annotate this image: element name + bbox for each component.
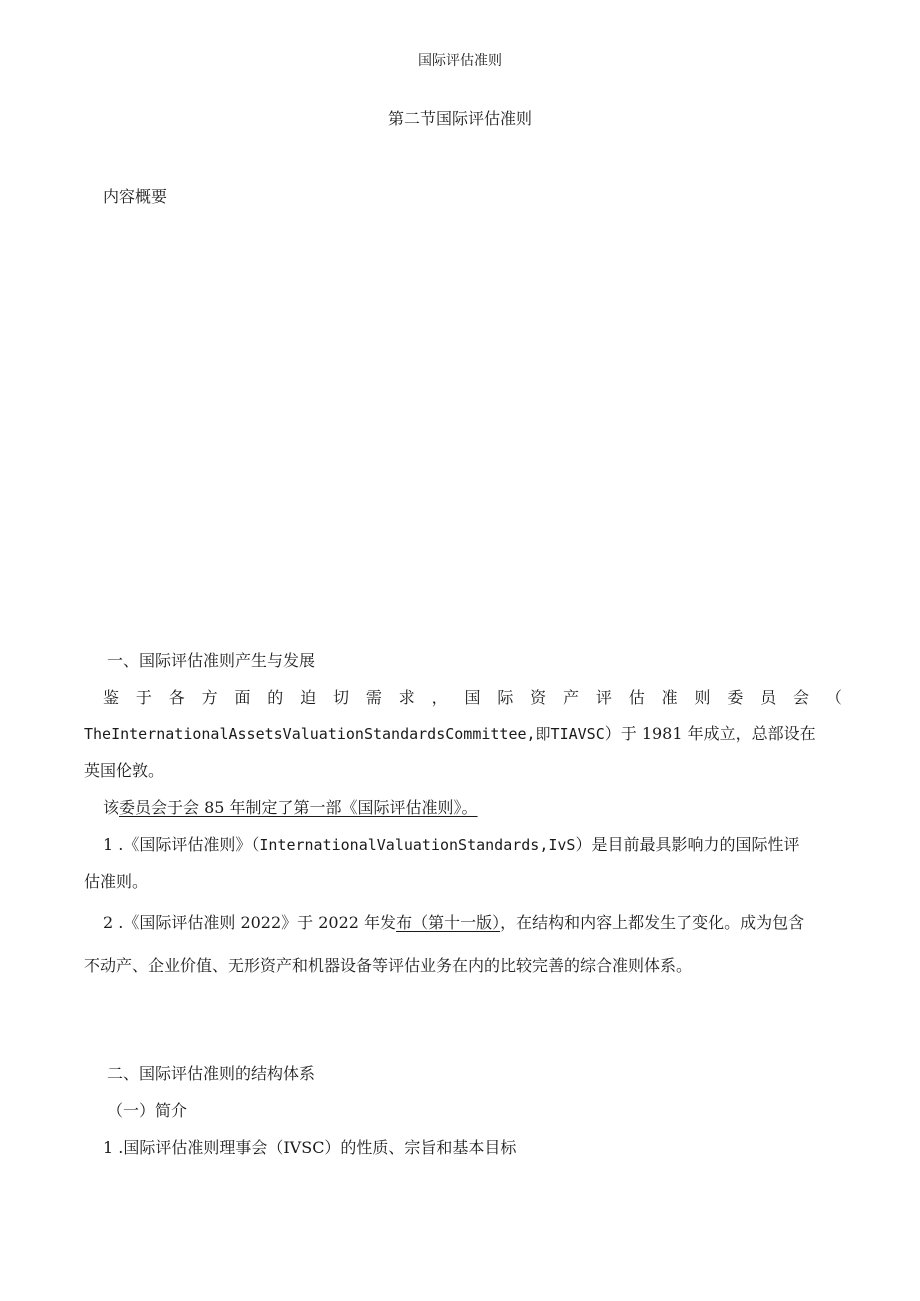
list-item-1-rest: ）是目前最具影响力的国际性评: [575, 835, 800, 854]
paragraph-1-char: 需: [365, 688, 382, 707]
paragraph-1-char: 求: [398, 688, 415, 707]
section-title: 第二节国际评估准则: [387, 109, 532, 128]
list-item-2-rest: ，在结构和内容上都发生了变化。成为包含: [500, 913, 805, 932]
paragraph-1-char: 面: [234, 688, 251, 707]
paragraph-1-char: 国: [464, 688, 481, 707]
paragraph-1-line-2: [84, 721, 816, 744]
section-2-heading: 二、国际评估准则的结构体系: [107, 1064, 316, 1083]
paragraph-1-line-1: [103, 685, 842, 708]
list-item-1-line-1: [103, 832, 799, 855]
section-1-heading: 一、国际评估准则产生与发展: [107, 651, 316, 670]
paragraph-1-char: 准: [661, 688, 678, 707]
paragraph-1-char: 各: [168, 688, 185, 707]
committee-english-name: TheInternationalAssetsValuationStandardsCommittee,即TIAVSC: [84, 725, 605, 743]
paragraph-1-char: ，: [431, 688, 448, 707]
paragraph-1-char: 产: [563, 688, 580, 707]
paragraph-1-char: （: [825, 688, 842, 707]
list-item-2-prefix: 2 .《国际评估准则 2022》于 2022 年发: [103, 913, 397, 932]
ivs-english-name: InternationalValuationStandards,IvS: [259, 836, 576, 854]
paragraph-2-underlined: 委员会于会 85 年制定了第一部《国际评估准则》。: [119, 798, 478, 817]
running-header: 国际评估准则: [418, 53, 502, 69]
paragraph-1-char: 评: [595, 688, 612, 707]
paragraph-2-prefix: 该: [103, 798, 120, 817]
paragraph-1-char: 资: [530, 688, 547, 707]
paragraph-1-char: 方: [201, 688, 218, 707]
paragraph-1-char: 委: [727, 688, 744, 707]
sub-heading-intro: （一）简介: [107, 1101, 188, 1120]
paragraph-1-line-2-rest: ）于 1981 年成立，总部设在: [604, 724, 816, 743]
paragraph-1-char: 则: [694, 688, 711, 707]
list-item-2-line-1: [103, 910, 804, 933]
paragraph-1-char: 切: [333, 688, 350, 707]
paragraph-1-char: 员: [760, 688, 777, 707]
paragraph-1-char: 际: [497, 688, 514, 707]
paragraph-2: [103, 795, 478, 818]
paragraph-1-char: 会: [793, 688, 810, 707]
list-item-1-prefix: 1 .《国际评估准则》（: [103, 835, 260, 854]
list-item-1-line-2: 估准则。: [84, 872, 149, 891]
paragraph-1-char: 迫: [300, 688, 317, 707]
section-2-item-1: 1 .国际评估准则理事会（IVSC）的性质、宗旨和基本目标: [103, 1138, 517, 1157]
summary-heading: 内容概要: [103, 187, 168, 206]
paragraph-1-char: 于: [135, 688, 152, 707]
paragraph-1-char: 的: [267, 688, 284, 707]
list-item-2-underlined: 布（第十一版）: [396, 913, 501, 932]
paragraph-1-char: 估: [628, 688, 645, 707]
list-item-2-line-2: 不动产、企业价值、无形资产和机器设备等评估业务在内的比较完善的综合准则体系。: [84, 956, 693, 975]
paragraph-1-line-3: 英国伦敦。: [84, 761, 165, 780]
paragraph-1-char: 鉴: [103, 688, 120, 707]
